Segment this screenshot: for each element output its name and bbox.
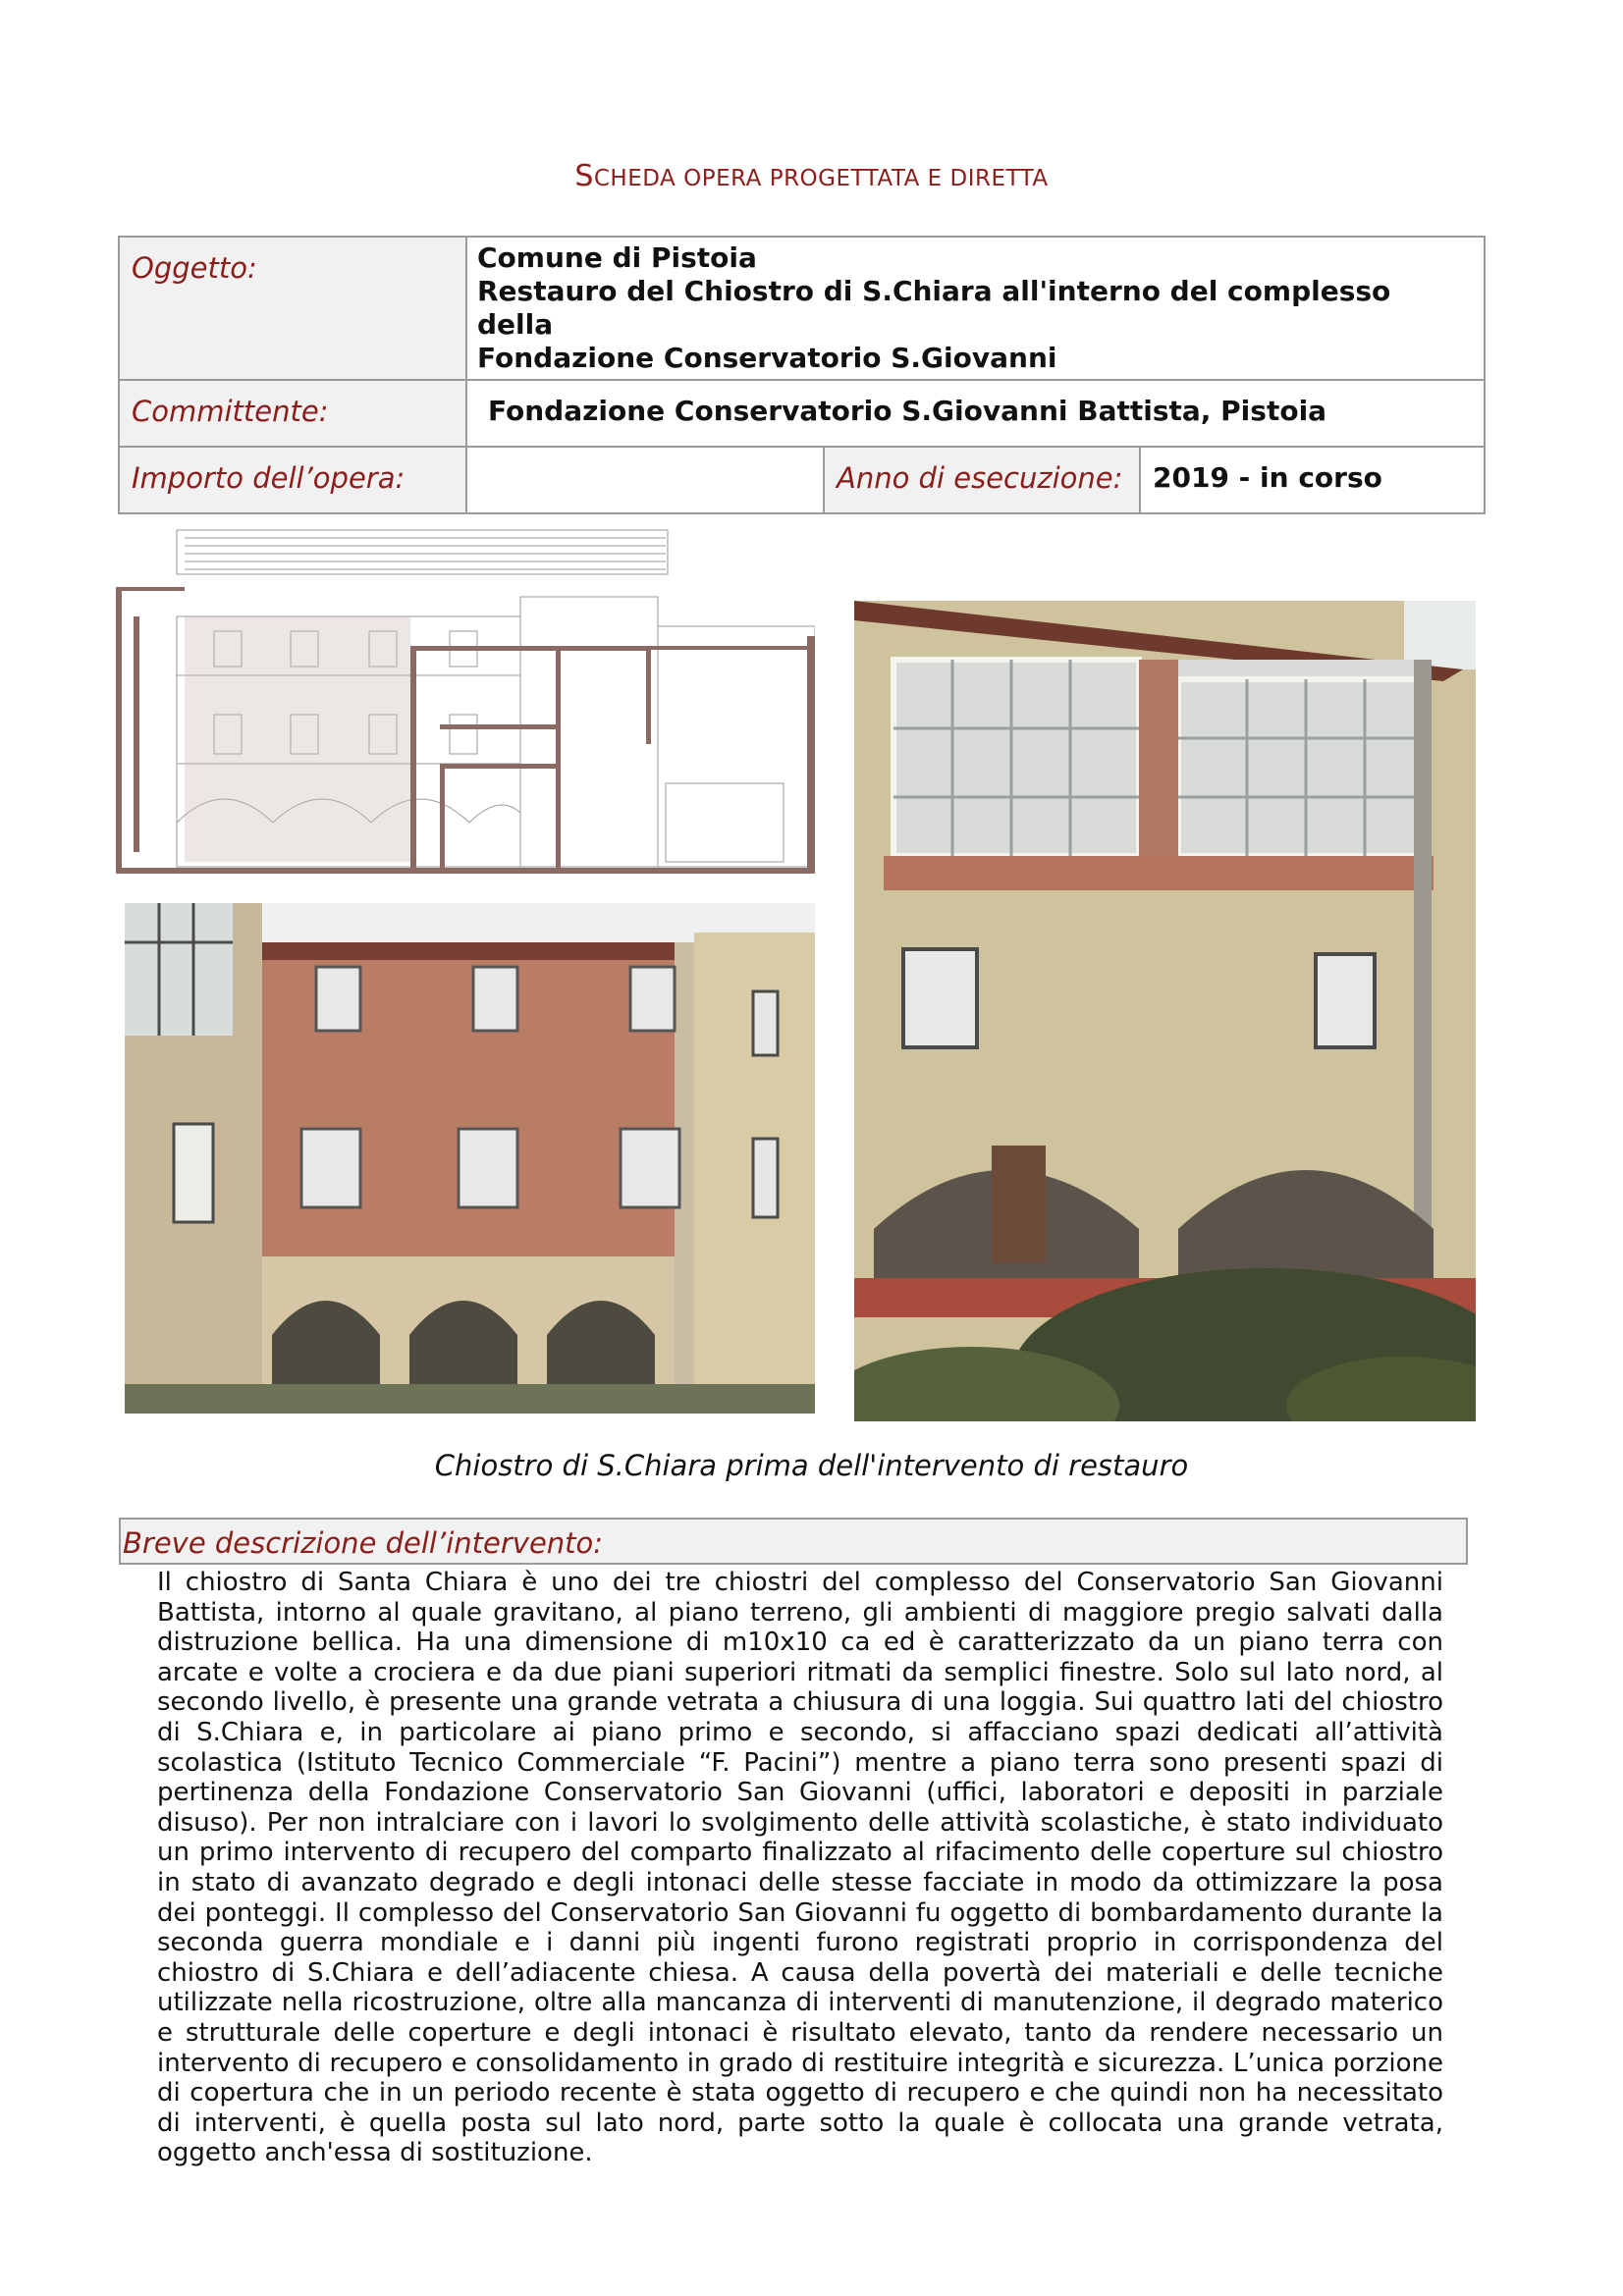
description-text: Il chiostro di Santa Chiara è uno dei tre chiostri del complesso del Conservatorio San Giovanni Battista, intorno al quale gravitano, al piano terreno, gli ambienti di maggiore pregio salvati dalla distruzione bellica. Ha una dimensione di m10x10 ca ed è caratterizzato da un piano terra con arcate e volte a crociera e da due piani superiori ritmati da semplici finestre. Solo sul lato nord, al secondo livello, è presente una grande vetrata a chiusura di una loggia. Sui quattro lati del chiostro di S.Chiara e, in particolare ai piano primo e secondo, si affacciano spazi dedicati all’attività scolastica (Istituto Tecnico Commerciale “F. Pacini”) mentre a piano terra sono presenti spazi di pertinenza della Fondazione Conservatorio San Giovanni (uffici, laboratori e depositi in parziale disuso). Per non intralciare con i lavori lo svolgimento delle attività scolastiche, è stato individuato un primo intervento di recupero del comparto finalizzato al rifacimento delle coperture sul chiostro in stato di avanzato degrado e degli intonaci delle stesse facciate in modo da ottimizzare la posa dei ponteggi. Il complesso del Conservatorio San Giovanni fu oggetto di bombardamento durante la seconda guerra mondiale e i danni più ingenti furono registrati proprio in corrispondenza del chiostro di S.Chiara e dell’adiacente chiesa. A causa della povertà dei materiali e delle tecniche utilizzate nella ricostruzione, oltre alla mancanza di interventi di manutenzione, il degrado materico e strutturale delle coperture e degli intonaci è risultato elevato, tanto da rendere necessario un intervento di recupero e consolidamento in grado di restituire integrità e sicurezza. L’unica porzione di copertura che in un periodo recente è stata oggetto di recupero e che quindi non ha necessitato di interventi, è quella posta sul lato nord, parte sotto la quale è collocata una grande vetrata, oggetto anch'essa di sostituzione.	[157, 1568, 1443, 2168]
oggetto-line: Fondazione Conservatorio S.Giovanni	[477, 342, 1057, 374]
committente-value: Fondazione Conservatorio S.Giovanni Battista, Pistoia	[466, 380, 1485, 447]
importo-label: Importo dell’opera:	[119, 447, 466, 513]
section-drawing-svg	[116, 518, 815, 874]
importo-value	[466, 447, 824, 513]
cloister-photo-left	[125, 903, 815, 1414]
anno-value: 2019 - in corso	[1140, 447, 1485, 513]
page-title	[0, 159, 1623, 193]
photo-caption: Chiostro di S.Chiara prima dell'intervento di restauro	[434, 1449, 1189, 1482]
anno-label: Anno di esecuzione:	[824, 447, 1140, 513]
oggetto-line: Comune di Pistoia	[477, 241, 757, 274]
title-initial: S	[574, 159, 594, 193]
cloister-photo-left-svg	[125, 903, 815, 1414]
title-rest: CHEDA OPERA PROGETTATA E DIRETTA	[593, 166, 1049, 191]
project-info-table	[118, 236, 1486, 514]
committente-label: Committente:	[119, 380, 466, 447]
oggetto-line: Restauro del Chiostro di S.Chiara all'interno del complesso della	[477, 275, 1391, 341]
oggetto-value	[466, 237, 1485, 380]
oggetto-label: Oggetto:	[119, 237, 466, 380]
description-heading: Breve descrizione dell’intervento:	[119, 1518, 1468, 1565]
section-drawing	[116, 518, 815, 874]
cloister-photo-right	[854, 601, 1476, 1421]
cloister-photo-right-svg	[854, 601, 1476, 1421]
